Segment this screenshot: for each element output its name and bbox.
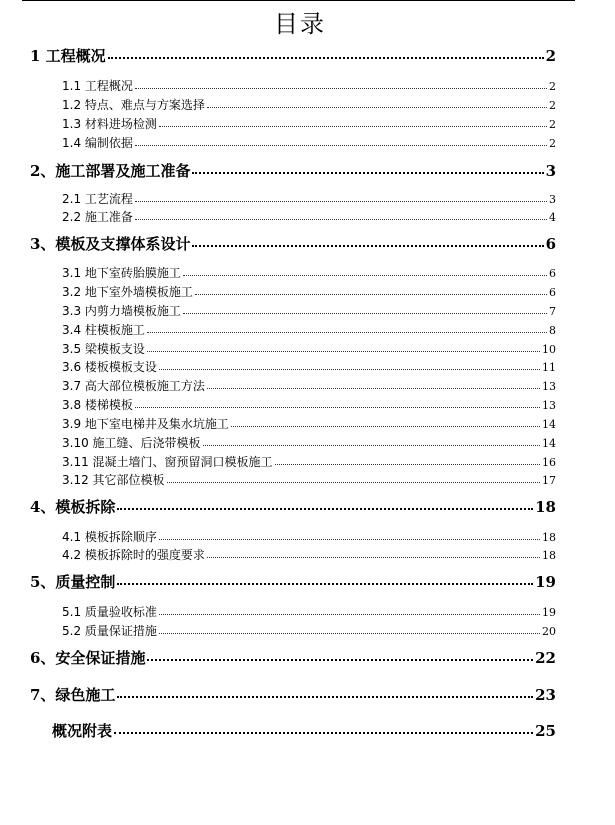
toc-page: 20 (542, 625, 556, 638)
toc-label: 2、施工部署及施工准备 (30, 162, 191, 180)
leader-dots (159, 126, 547, 127)
leader-dots (207, 557, 540, 558)
toc-label: 4.1 模板拆除顺序 (62, 530, 157, 544)
leader-dots (147, 659, 533, 661)
toc-page: 25 (535, 722, 556, 740)
leader-dots (183, 313, 547, 314)
toc-label: 1.3 材料进场检测 (62, 117, 157, 131)
toc-page: 19 (535, 573, 556, 591)
toc-entry[interactable] (30, 160, 556, 181)
toc-page: 3 (549, 193, 556, 206)
toc-entry[interactable] (62, 377, 556, 394)
toc-label: 4.2 模板拆除时的强度要求 (62, 548, 205, 562)
leader-dots (147, 332, 547, 333)
toc-label: 3、模板及支撑体系设计 (30, 235, 191, 253)
toc-entry[interactable] (62, 603, 556, 620)
toc-entry[interactable] (30, 647, 556, 668)
toc-page: 18 (535, 498, 556, 516)
toc-label: 6、安全保证措施 (30, 649, 146, 667)
leader-dots (159, 369, 540, 370)
leader-dots (135, 88, 547, 89)
toc-entry[interactable] (62, 264, 556, 281)
leader-dots (117, 508, 533, 510)
toc-entry[interactable] (62, 77, 556, 94)
toc-entry[interactable] (30, 233, 556, 254)
toc-label: 3.7 高大部位模板施工方法 (62, 379, 205, 393)
toc-entry[interactable] (62, 302, 556, 319)
toc-page: 2 (549, 137, 556, 150)
toc-page: 13 (542, 380, 556, 393)
toc-page: 19 (542, 606, 556, 619)
toc-page: 13 (542, 399, 556, 412)
toc-label: 5.2 质量保证措施 (62, 624, 157, 638)
toc-label: 4、模板拆除 (30, 498, 116, 516)
toc-page: 8 (549, 324, 556, 337)
toc-label: 3.4 柱模板施工 (62, 323, 145, 337)
leader-dots (207, 388, 540, 389)
toc-page: 10 (542, 343, 556, 356)
toc-entry[interactable] (62, 453, 556, 470)
toc-page: 22 (535, 649, 556, 667)
toc-label: 2.2 施工准备 (62, 210, 133, 224)
toc-entry[interactable] (62, 358, 556, 375)
toc-page: 2 (545, 47, 556, 65)
toc-label: 5.1 质量验收标准 (62, 605, 157, 619)
toc-page: 2 (549, 99, 556, 112)
toc-page: 11 (542, 361, 556, 374)
leader-dots (207, 107, 547, 108)
toc-entry[interactable] (30, 571, 556, 592)
leader-dots (275, 464, 540, 465)
toc-entry[interactable] (30, 45, 556, 66)
toc-entry[interactable] (62, 396, 556, 413)
leader-dots (159, 539, 540, 540)
toc-entry[interactable] (30, 496, 556, 517)
leader-dots (192, 245, 543, 247)
toc-page: 2 (549, 118, 556, 131)
toc-label: 2.1 工艺流程 (62, 192, 133, 206)
toc-label: 5、质量控制 (30, 573, 116, 591)
toc-entry[interactable] (62, 340, 556, 357)
toc-entry[interactable] (62, 96, 556, 113)
leader-dots (192, 172, 543, 174)
toc-page: 2 (549, 80, 556, 93)
leader-dots (203, 445, 540, 446)
leader-dots (159, 633, 540, 634)
toc-label: 3.5 梁模板支设 (62, 342, 145, 356)
toc-entry[interactable] (62, 190, 556, 207)
toc-entry[interactable] (62, 283, 556, 300)
leader-dots (195, 294, 547, 295)
toc-label: 1.2 特点、难点与方案选择 (62, 98, 205, 112)
toc-page: 18 (542, 531, 556, 544)
leader-dots (135, 219, 547, 220)
leader-dots (135, 145, 547, 146)
leader-dots (147, 351, 540, 352)
toc-entry[interactable] (62, 528, 556, 545)
leader-dots (167, 482, 540, 483)
toc-page: 16 (542, 456, 556, 469)
toc-entry[interactable] (62, 115, 556, 132)
toc-entry[interactable] (30, 684, 556, 705)
leader-dots (135, 201, 547, 202)
leader-dots (117, 583, 533, 585)
toc-page: 4 (549, 211, 556, 224)
leader-dots (231, 426, 540, 427)
toc-entry[interactable] (62, 434, 556, 451)
leader-dots (183, 275, 547, 276)
toc-label: 1.4 编制依据 (62, 136, 133, 150)
toc-entry[interactable] (62, 415, 556, 432)
toc-label: 3.9 地下室电梯井及集水坑施工 (62, 417, 229, 431)
toc-page: 6 (549, 267, 556, 280)
leader-dots (117, 696, 533, 698)
toc-label: 3.11 混凝土墙门、窗预留洞口模板施工 (62, 455, 273, 469)
toc-page: 23 (535, 686, 556, 704)
leader-dots (114, 732, 533, 734)
toc-entry[interactable] (62, 208, 556, 225)
toc-label: 3.6 楼板模板支设 (62, 360, 157, 374)
toc-page: 18 (542, 549, 556, 562)
leader-dots (159, 614, 540, 615)
toc-entry[interactable] (52, 720, 556, 741)
page-title: 目录 (274, 10, 326, 38)
toc-label: 概况附表 (52, 722, 113, 740)
toc-page: 7 (549, 305, 556, 318)
toc-label: 3.2 地下室外墙模板施工 (62, 285, 193, 299)
toc-label: 3.8 楼梯模板 (62, 398, 133, 412)
toc-entry[interactable] (62, 622, 556, 639)
leader-dots (135, 407, 540, 408)
toc-label: 3.10 施工缝、后浇带模板 (62, 436, 201, 450)
toc-page: 14 (542, 437, 556, 450)
toc-label: 1.1 工程概况 (62, 79, 133, 93)
toc-entry[interactable] (62, 471, 556, 488)
toc-entry[interactable] (62, 134, 556, 151)
toc-page: 6 (545, 235, 556, 253)
toc-label: 7、绿色施工 (30, 686, 116, 704)
toc-label: 1 工程概况 (30, 47, 106, 65)
toc-entry[interactable] (62, 546, 556, 563)
toc-entry[interactable] (62, 321, 556, 338)
toc-label: 3.1 地下室砖胎膜施工 (62, 266, 181, 280)
leader-dots (108, 57, 544, 59)
toc-label: 3.3 内剪力墙模板施工 (62, 304, 181, 318)
toc-page: 17 (542, 474, 556, 487)
toc-page: 6 (549, 286, 556, 299)
toc-page: 14 (542, 418, 556, 431)
toc-label: 3.12 其它部位模板 (62, 473, 165, 487)
toc-page: 3 (545, 162, 556, 180)
